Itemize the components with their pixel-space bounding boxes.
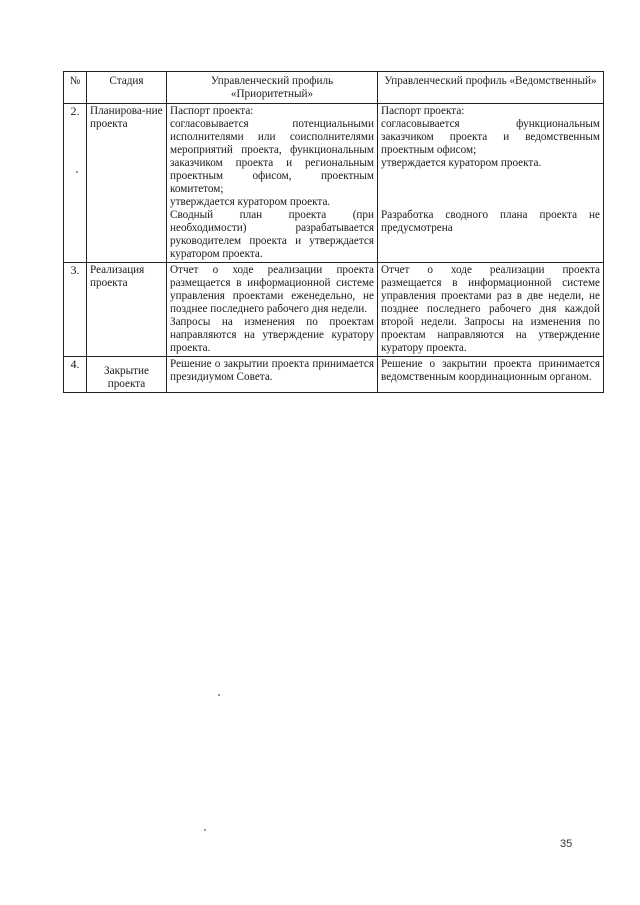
cell-spacer	[381, 170, 600, 209]
row-number: 2.	[64, 104, 87, 263]
cell-paragraph: Отчет о ходе реализации проекта размещается в информационной системе управления проектами еженедельно, не позднее последнего рабочего дня недели.	[170, 264, 374, 315]
cell-paragraph: согласовывается потенциальными исполнителями или соисполнителями мероприятий проекта, функциональным заказчиком проекта и региональным проектным офисом, проектным комитетом;	[170, 118, 374, 195]
page-number: 35	[560, 838, 573, 850]
cell-paragraph: Паспорт проекта:	[381, 105, 465, 117]
table-row	[64, 263, 604, 357]
row-stage: Реализация проекта	[87, 263, 167, 357]
cell-paragraph: утверждается куратором проекта.	[381, 157, 542, 169]
row-number: 3.	[64, 263, 87, 357]
cell-paragraph: Сводный план проекта (при необходимости) разрабатывается руководителем проекта и утверждается куратором проекта.	[170, 209, 374, 260]
row-priority-cell	[167, 357, 378, 393]
table-header-row	[64, 72, 604, 104]
row-priority-cell	[167, 263, 378, 357]
header-num: №	[64, 72, 87, 104]
row-stage: Закрытие проекта	[87, 357, 167, 393]
header-priority-profile: Управленческий профиль «Приоритетный»	[167, 72, 378, 104]
table-row	[64, 104, 604, 263]
scan-speck	[204, 829, 206, 831]
scan-speck	[218, 694, 220, 696]
cell-paragraph: Разработка сводного плана проекта не предусмотрена	[381, 209, 600, 234]
cell-paragraph: согласовывается функциональным заказчиком проекта и ведомственным проектным офисом;	[381, 118, 600, 156]
row-number: 4.	[64, 357, 87, 393]
cell-paragraph: Запросы на изменения по проектам направляются на утверждение куратору проекта.	[170, 316, 374, 354]
cell-paragraph: Решение о закрытии проекта принимается президиумом Совета.	[170, 358, 374, 383]
scan-speck	[76, 171, 78, 173]
cell-paragraph: утверждается куратором проекта.	[170, 196, 331, 208]
row-departmental-cell	[378, 263, 604, 357]
row-priority-cell	[167, 104, 378, 263]
header-stage: Стадия	[87, 72, 167, 104]
header-departmental-profile: Управленческий профиль «Ведомственный»	[378, 72, 604, 104]
row-departmental-cell	[378, 357, 604, 393]
row-departmental-cell	[378, 104, 604, 263]
row-stage: Планирова-ние проекта	[87, 104, 167, 263]
cell-paragraph: Решение о закрытии проекта принимается ведомственным координационным органом.	[381, 358, 600, 383]
project-profile-table	[63, 71, 604, 393]
cell-paragraph: Паспорт проекта:	[170, 105, 254, 117]
table-row	[64, 357, 604, 393]
cell-paragraph: Отчет о ходе реализации проекта размещается в информационной системе управления проектами раз в две недели, не позднее последнего рабочего дня каждой второй недели. Запросы на изменения по проектам направляются на утверждение куратору проекта.	[381, 264, 600, 354]
